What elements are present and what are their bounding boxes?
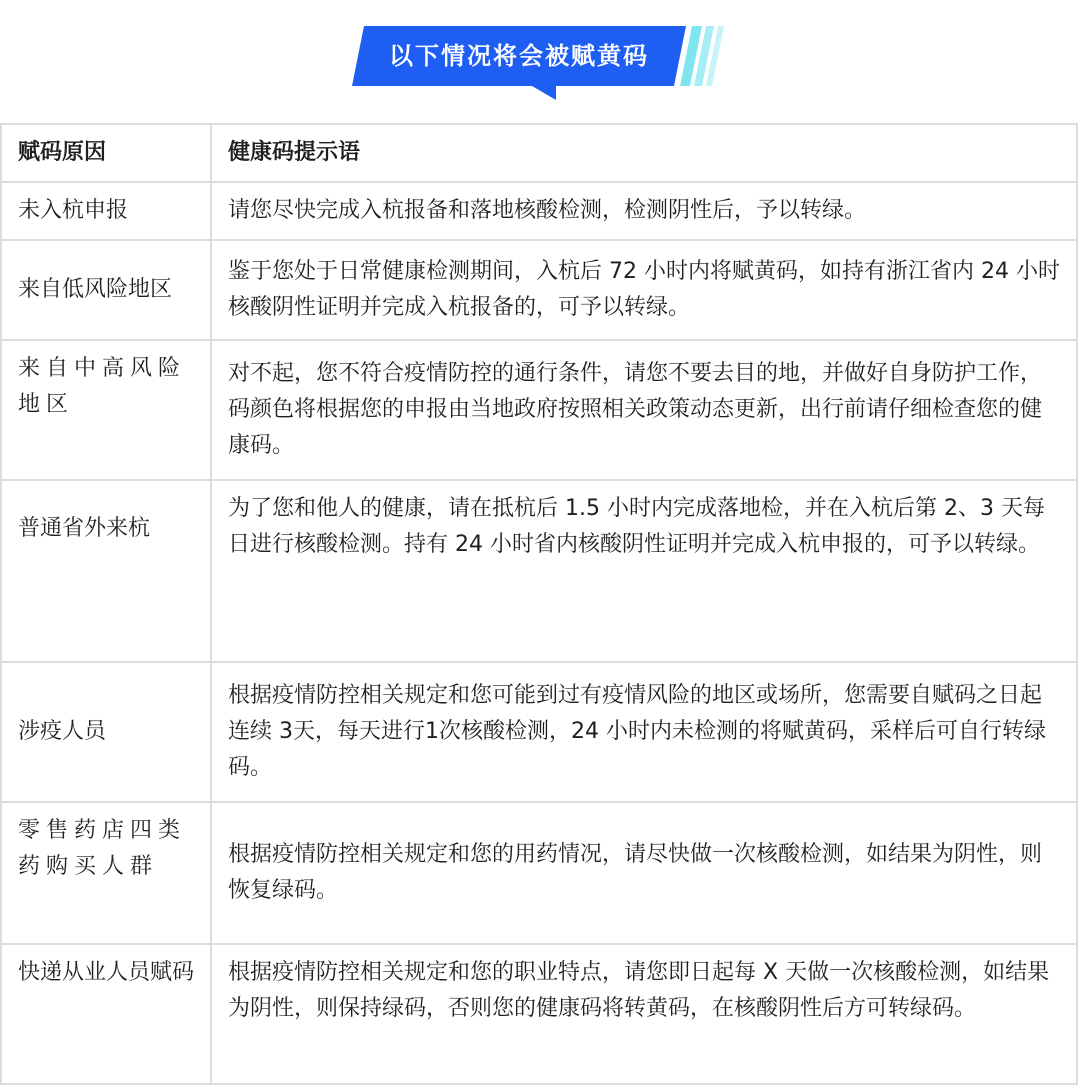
table-row [1,182,1077,240]
table-row [1,802,1077,944]
row-reason: 普通省外来杭 [1,480,211,662]
table-header-row [1,124,1077,182]
row-message: 鉴于您处于日常健康检测期间，入杭后 72 小时内将赋黄码，如持有浙江省内 24 小时核酸阴性证明并完成入杭报备的，可予以转绿。 [211,240,1077,340]
row-reason: 零售药店四类药购买人群 [1,802,211,944]
header-reason: 赋码原因 [1,124,211,182]
row-reason: 未入杭申报 [1,182,211,240]
row-message: 根据疫情防控相关规定和您的用药情况，请尽快做一次核酸检测，如结果为阴性，则恢复绿码。 [211,802,1077,944]
row-message: 根据疫情防控相关规定和您可能到过有疫情风险的地区或场所，您需要自赋码之日起连续 3天，每天进行1次核酸检测，24 小时内未检测的将赋黄码，采样后可自行转绿码。 [211,662,1077,802]
yellow-code-table [0,123,1078,1085]
table-row [1,662,1077,802]
header-message: 健康码提示语 [211,124,1077,182]
table-row [1,240,1077,340]
row-reason: 涉疫人员 [1,662,211,802]
row-message: 为了您和他人的健康，请在抵杭后 1.5 小时内完成落地检，并在入杭后第 2、3 天每日进行核酸检测。持有 24 小时省内核酸阴性证明并完成入杭申报的，可予以转绿。 [211,480,1077,662]
table-row [1,340,1077,480]
table-row [1,944,1077,1084]
row-message: 根据疫情防控相关规定和您的职业特点，请您即日起每 X 天做一次核酸检测，如结果为阴性，则保持绿码，否则您的健康码将转黄码，在核酸阴性后方可转绿码。 [211,944,1077,1084]
section-banner [352,26,732,102]
row-reason: 来自中高风险地区 [1,340,211,480]
table-row [1,480,1077,662]
row-message: 请您尽快完成入杭报备和落地核酸检测，检测阴性后，予以转绿。 [211,182,1077,240]
banner-title: 以下情况将会被赋黄码 [389,42,649,70]
row-reason: 快递从业人员赋码 [1,944,211,1084]
row-message: 对不起，您不符合疫情防控的通行条件，请您不要去目的地，并做好自身防护工作，码颜色将根据您的申报由当地政府按照相关政策动态更新，出行前请仔细检查您的健康码。 [211,340,1077,480]
row-reason: 来自低风险地区 [1,240,211,340]
